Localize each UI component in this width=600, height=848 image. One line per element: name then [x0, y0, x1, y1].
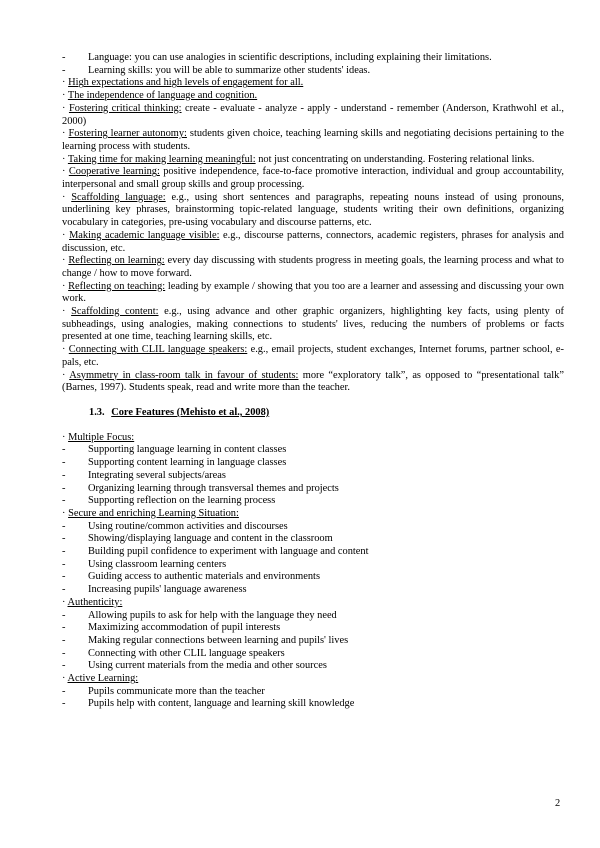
section-heading [62, 407, 564, 420]
strategy-description: leading by example / showing that you too are a learner and assessing and discussing your own work. [62, 280, 564, 305]
list-item-text: Building pupil confidence to experiment with language and content [88, 546, 369, 558]
strategy-item [62, 344, 564, 369]
dash-glyph: - [62, 52, 66, 63]
strategy-term: Asymmetry in class-room talk in favour of students: [69, 369, 299, 381]
category-name: Secure and enriching Learning Situation: [68, 507, 239, 519]
list-item [62, 470, 564, 483]
list-item-text: Language: you can use analogies in scientific descriptions, including explaining their limitations. [88, 52, 492, 63]
strategy-description: every day discussing with students progress in meeting goals, the learning process and what to change / how to move forward. [62, 255, 564, 279]
strategy-item [62, 306, 564, 344]
list-item [62, 533, 564, 546]
bullet-glyph: · [62, 77, 66, 89]
bullet-glyph: · [62, 507, 66, 519]
list-item [62, 698, 564, 711]
strategy-term: Scaffolding language: [71, 191, 166, 203]
strategy-description: more “exploratory talk”, as opposed to “presentational talk” (Barnes, 1997). Students speak, read and write more than the teacher. [62, 369, 564, 394]
list-item [62, 546, 564, 559]
strategy-term: Reflecting on teaching: [68, 280, 166, 292]
list-item-text: Supporting language learning in content classes [88, 444, 287, 456]
dash-glyph: - [62, 698, 66, 710]
list-item-text: Using classroom learning centers [88, 558, 227, 570]
list-item-text: Pupils help with content, language and learning skill knowledge [88, 698, 355, 710]
list-item [62, 610, 564, 623]
list-item [62, 52, 564, 65]
list-item [62, 635, 564, 648]
bullet-glyph: · [62, 255, 66, 267]
dash-glyph: - [62, 444, 66, 456]
list-item-text: Showing/displaying language and content in the classroom [88, 533, 333, 545]
strategy-description: not just concentrating on understanding. Fostering relational links. [258, 153, 535, 165]
dash-glyph: - [62, 520, 66, 532]
strategy-item [62, 103, 564, 128]
dash-glyph: - [62, 495, 66, 507]
dash-glyph: - [62, 584, 66, 596]
list-item-text: Using current materials from the media and other sources [88, 660, 327, 672]
dash-glyph: - [62, 457, 66, 469]
bullet-glyph: · [62, 431, 66, 443]
list-item [62, 65, 564, 78]
bullet-glyph: · [62, 102, 66, 114]
top-bullet-list [62, 52, 564, 77]
dash-glyph: - [62, 634, 66, 646]
bullet-glyph: · [62, 128, 66, 140]
list-item [62, 495, 564, 508]
list-item [62, 444, 564, 457]
core-feature-category [62, 597, 564, 610]
bullet-glyph: · [62, 191, 66, 203]
strategy-description: positive independence, face-to-face promotive interaction, individual and group accountability, interpersonal and small group skills and group processing. [62, 166, 564, 191]
list-item [62, 660, 564, 673]
strategy-description: e.g., discourse patterns, connectors, academic registers, phrases for analysis and discussion, etc. [62, 229, 564, 254]
bullet-glyph: · [62, 153, 66, 165]
bullet-glyph: · [62, 280, 66, 292]
list-item-text: Learning skills: you will be able to summarize other students' ideas. [88, 64, 371, 76]
core-feature-category [62, 432, 564, 445]
dash-glyph: - [62, 533, 66, 545]
strategy-term: Fostering critical thinking: [68, 102, 182, 114]
strategy-item [62, 166, 564, 191]
list-item-text: Connecting with other CLIL language speakers [88, 647, 285, 659]
list-item [62, 584, 564, 597]
list-item-text: Increasing pupils' language awareness [88, 584, 247, 596]
list-item-text: Making regular connections between learning and pupils' lives [88, 634, 349, 646]
list-item-text: Integrating several subjects/areas [88, 469, 226, 481]
dash-glyph: - [62, 469, 66, 481]
spacer [62, 395, 564, 407]
strategy-description: create - evaluate - analyze - apply - understand - remember (Anderson, Krathwohl et al., 2000) [62, 102, 564, 127]
strategy-term: Reflecting on learning: [68, 255, 165, 267]
list-item-text: Supporting reflection on the learning process [88, 495, 276, 507]
strategy-term: Scaffolding content: [71, 306, 159, 318]
dash-glyph: - [62, 609, 66, 621]
core-features-list [62, 432, 564, 711]
strategy-term: Cooperative learning: [68, 166, 160, 178]
bullet-glyph: · [62, 306, 66, 318]
page-number: 2 [555, 798, 561, 809]
dash-glyph: - [62, 546, 66, 558]
list-item [62, 457, 564, 470]
strategy-item [62, 128, 564, 153]
list-item-text: Using routine/common activities and discourses [88, 520, 288, 532]
strategy-item [62, 90, 564, 103]
list-item [62, 483, 564, 496]
category-name: Authenticity: [67, 596, 123, 608]
bullet-glyph: · [62, 369, 66, 381]
dash-glyph: - [62, 558, 66, 570]
dash-glyph: - [62, 647, 66, 659]
list-item-text: Allowing pupils to ask for help with the language they need [88, 609, 337, 621]
dash-glyph: - [62, 571, 66, 583]
strategy-term: Making academic language visible: [69, 229, 220, 241]
strategy-item [62, 77, 564, 90]
strategy-item [62, 255, 564, 280]
list-item-text: Maximizing accommodation of pupil interests [88, 622, 281, 634]
list-item-text: Supporting content learning in language classes [88, 457, 287, 469]
category-name: Active Learning: [67, 673, 139, 685]
page-content [62, 52, 564, 711]
dash-glyph: - [62, 622, 66, 634]
dash-glyph: - [62, 482, 66, 494]
bullet-glyph: · [62, 344, 66, 356]
strategy-term: Connecting with CLIL language speakers: [68, 344, 248, 356]
bullet-glyph: · [62, 229, 66, 241]
dash-glyph: - [62, 660, 66, 672]
list-item-text: Pupils communicate more than the teacher [88, 685, 265, 697]
section-title: Core Features (Mehisto et al., 2008) [111, 406, 270, 418]
list-item-text: Organizing learning through transversal themes and projects [88, 482, 339, 494]
list-item [62, 648, 564, 661]
strategy-term: High expectations and high levels of engagement for all. [68, 77, 304, 89]
strategy-item [62, 230, 564, 255]
strategy-list [62, 77, 564, 395]
bullet-glyph: · [62, 596, 66, 608]
strategy-item [62, 192, 564, 230]
strategy-item [62, 154, 564, 167]
bullet-glyph: · [62, 673, 66, 685]
strategy-description: e.g., email projects, student exchanges, Internet forums, partner school, e-pals, etc. [62, 344, 564, 368]
strategy-term: Fostering learner autonomy: [68, 128, 187, 140]
strategy-description: e.g., using short sentences and paragraphs, repeating nouns instead of using pronouns, underlining key phrases, brainstorming topic-related language, students writing their own definitions, organizing vocabulary in categories, pre-using vocabulary and discourse patterns, etc. [62, 191, 564, 229]
category-name: Multiple Focus: [68, 431, 135, 443]
list-item [62, 571, 564, 584]
core-feature-category [62, 508, 564, 521]
strategy-description: e.g., using advance and other graphic organizers, highlighting key facts, using plenty of subheadings, using analogies, making connections to students' lives, reducing the numbers of problems or facts presented at one time, teaching learning skills, etc. [62, 306, 564, 343]
list-item [62, 521, 564, 534]
bullet-glyph: · [62, 166, 66, 178]
list-item [62, 622, 564, 635]
list-item-text: Guiding access to authentic materials and environments [88, 571, 320, 583]
strategy-term: The independence of language and cognition. [67, 90, 258, 102]
strategy-item [62, 281, 564, 306]
dash-glyph: - [62, 64, 66, 76]
list-item [62, 559, 564, 572]
bullet-glyph: · [62, 90, 66, 102]
core-feature-category [62, 673, 564, 686]
strategy-item [62, 370, 564, 395]
strategy-term: Taking time for making learning meaningful: [67, 153, 256, 165]
list-item [62, 686, 564, 699]
dash-glyph: - [62, 685, 66, 697]
section-number: 1.3. [89, 406, 105, 418]
spacer [62, 420, 564, 432]
strategy-description: students given choice, teaching learning skills and negotiating decisions pertaining to the learning process with students. [62, 128, 564, 152]
